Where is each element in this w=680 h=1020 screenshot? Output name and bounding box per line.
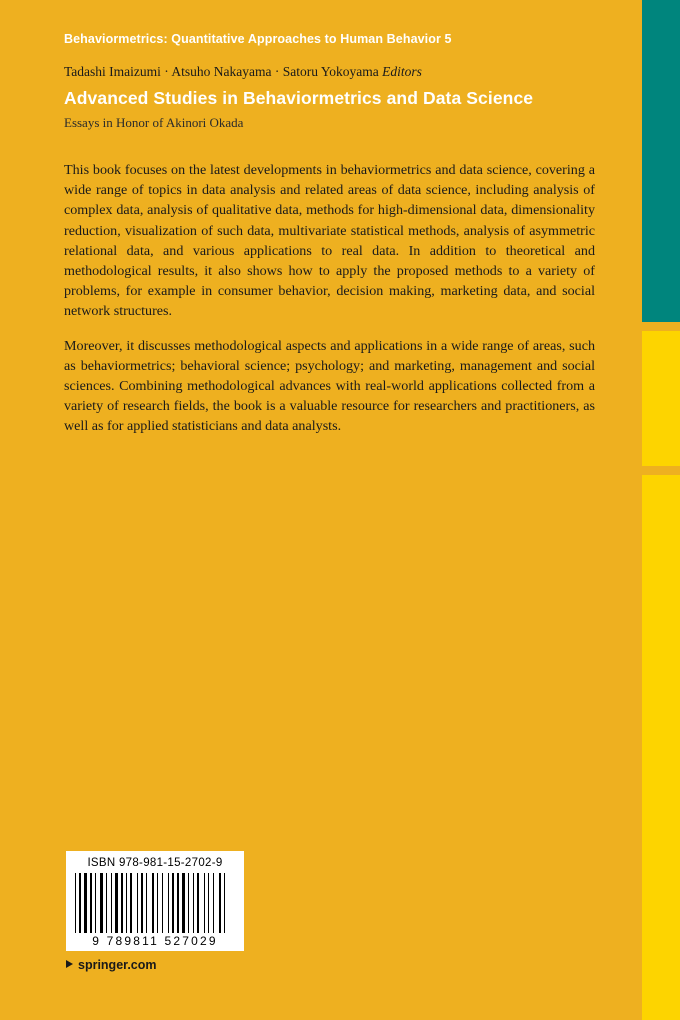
blurb-paragraph-1: This book focuses on the latest developments in behaviormetrics and data science, covering a wide range of topics in data analysis and related areas of data science, including analysis of complex data, analysis of qualitative data, methods for high-dimensional data, dimensionality reduction, visualization of such data, multivariate statistical methods, analysis of asymmetric relational data, and various applications to real data. In addition to theoretical and methodological results, it also shows how to apply the proposed methods to a variety of problems, for example in consumer behavior, decision making, marketing data, and social network structures. [64, 162, 595, 320]
series-title: Behaviormetrics: Quantitative Approaches to Human Behavior 5 [64, 32, 452, 46]
editors-label: Editors [382, 64, 422, 79]
blurb-paragraph-2: Moreover, it discusses methodological aspects and applications in a wide range of areas, such as behaviormetrics; behavioral science; psychology; and marketing, management and social sciences. Combining methodological advances with real-world applications collected from a variety of research fields, the book is a valuable resource for researchers and practitioners, as well as for applied statisticians and data analysts. [64, 337, 595, 435]
band-teal [642, 0, 680, 322]
book-subtitle: Essays in Honor of Akinori Okada [64, 115, 244, 130]
page-title: Advanced Studies in Behaviormetrics and Data Science [64, 88, 534, 108]
band-gap-lower [642, 466, 680, 475]
isbn-barcode [66, 851, 244, 951]
editors-line [64, 64, 604, 80]
publisher-logo [66, 958, 157, 972]
editor-names: Tadashi Imaizumi · Atsuho Nakayama · Satoru Yokoyama [64, 64, 379, 79]
ean-digits: 9 789811 527029 [92, 934, 218, 948]
band-yellow-lower [642, 475, 680, 1020]
right-color-bands [642, 0, 680, 1020]
band-yellow-upper [642, 331, 680, 466]
blurb-text [64, 160, 595, 437]
band-gap-upper [642, 322, 680, 331]
barcode-bars [75, 873, 235, 933]
publisher-label: springer.com [78, 958, 157, 972]
isbn-label: ISBN 978-981-15-2702-9 [87, 857, 223, 869]
triangle-icon [66, 960, 73, 968]
